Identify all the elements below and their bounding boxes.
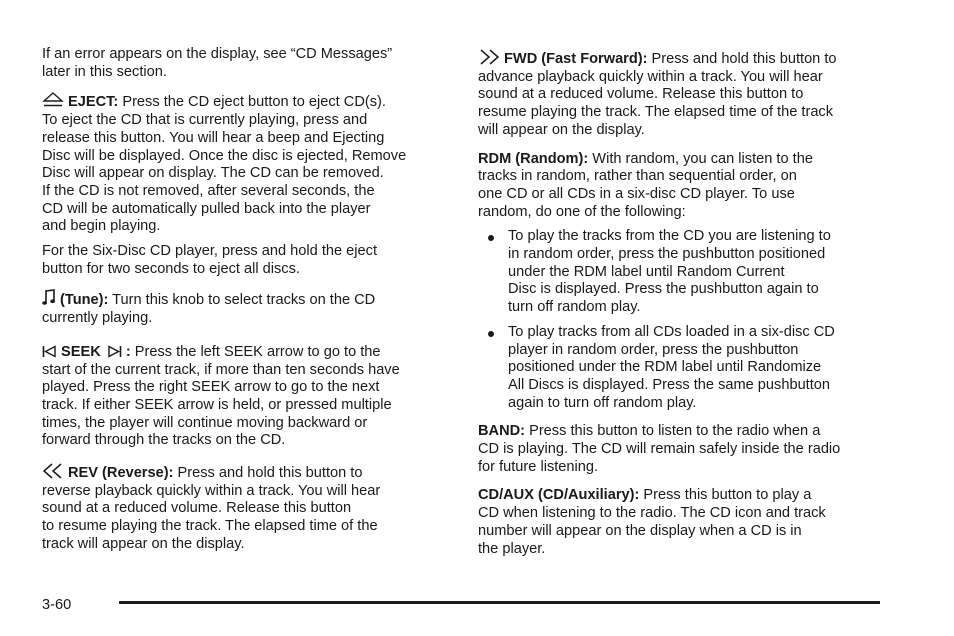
list-item: To play tracks from all CDs loaded in a six-disc CD player in random order, press the pushbutton positioned under the RDM label until Randomize All Discs is displayed. Press the same pushbutton again to turn off random play. (478, 324, 884, 413)
list-item: To play the tracks from the CD you are listening to in random order, press the pushbutton positioned under the RDM label until Random Current Disc is displayed. Press the pushbutton again to turn off random play. (478, 228, 884, 317)
bullet-dot (488, 331, 494, 337)
rdm-paragraph: RDM (Random): With random, you can listen to the tracks in random, rather than sequential order, on one CD or all CDs in a six-disc CD player. To use random, do one of the following: (478, 150, 813, 220)
footer-rule (119, 601, 880, 604)
reverse-icon (42, 463, 64, 479)
rev-paragraph: REV (Reverse): Press and hold this button to reverse playback quickly within a track. You will hear sound at a reduced volume. Release this button to resume playing the track. The elapsed time of the track will appear on the display. (42, 465, 381, 552)
seek-forward-icon (107, 345, 122, 358)
page-number: 3-60 (42, 597, 72, 613)
band-paragraph: BAND: Press this button to listen to the radio when a CD is playing. The CD will remain safely inside the radio for future listening. (478, 423, 841, 475)
random-options-list (478, 228, 884, 412)
left-column (42, 46, 447, 554)
right-column (478, 46, 884, 558)
six-disc-paragraph: For the Six-Disc CD player, press and hold the eject button for two seconds to eject all discs. (42, 243, 377, 277)
music-note-icon (42, 289, 56, 306)
fast-forward-icon (478, 49, 500, 65)
error-paragraph: If an error appears on the display, see “CD Messages” later in this section. (42, 46, 393, 80)
seek-back-icon (42, 345, 57, 358)
cdaux-paragraph: CD/AUX (CD/Auxiliary): Press this button to play a CD when listening to the radio. The CD icon and track number will appear on the display when a CD is in the player. (478, 487, 826, 557)
eject-icon (42, 92, 64, 108)
seek-paragraph: SEEK : Press the left SEEK arrow to go to the start of the current track, if more than ten seconds have played. Press the right SEEK arrow to go to the next track. If either SEEK arrow is held, or pressed multiple times, the player will continue moving backward or forward through the tracks on the CD. (42, 343, 400, 449)
tune-paragraph: (Tune): Turn this knob to select tracks on the CD currently playing. (42, 289, 447, 327)
eject-paragraph: EJECT: Press the CD eject button to eject CD(s). To eject the CD that is currently playing, press and release this button. You will hear a beep and Ejecting Disc will be displayed. Once the disc is ejected, Remove Disc will appear on display. The CD can be removed. If the CD is not removed, after several seconds, the CD will be automatically pulled back into the player and begin playing. (42, 94, 407, 235)
fwd-paragraph: FWD (Fast Forward): Press and hold this button to advance playback quickly within a track. You will hear sound at a reduced volume. Release this button to resume playing the track. The elapsed time of the track will appear on the display. (478, 51, 837, 138)
bullet-dot (488, 235, 494, 241)
